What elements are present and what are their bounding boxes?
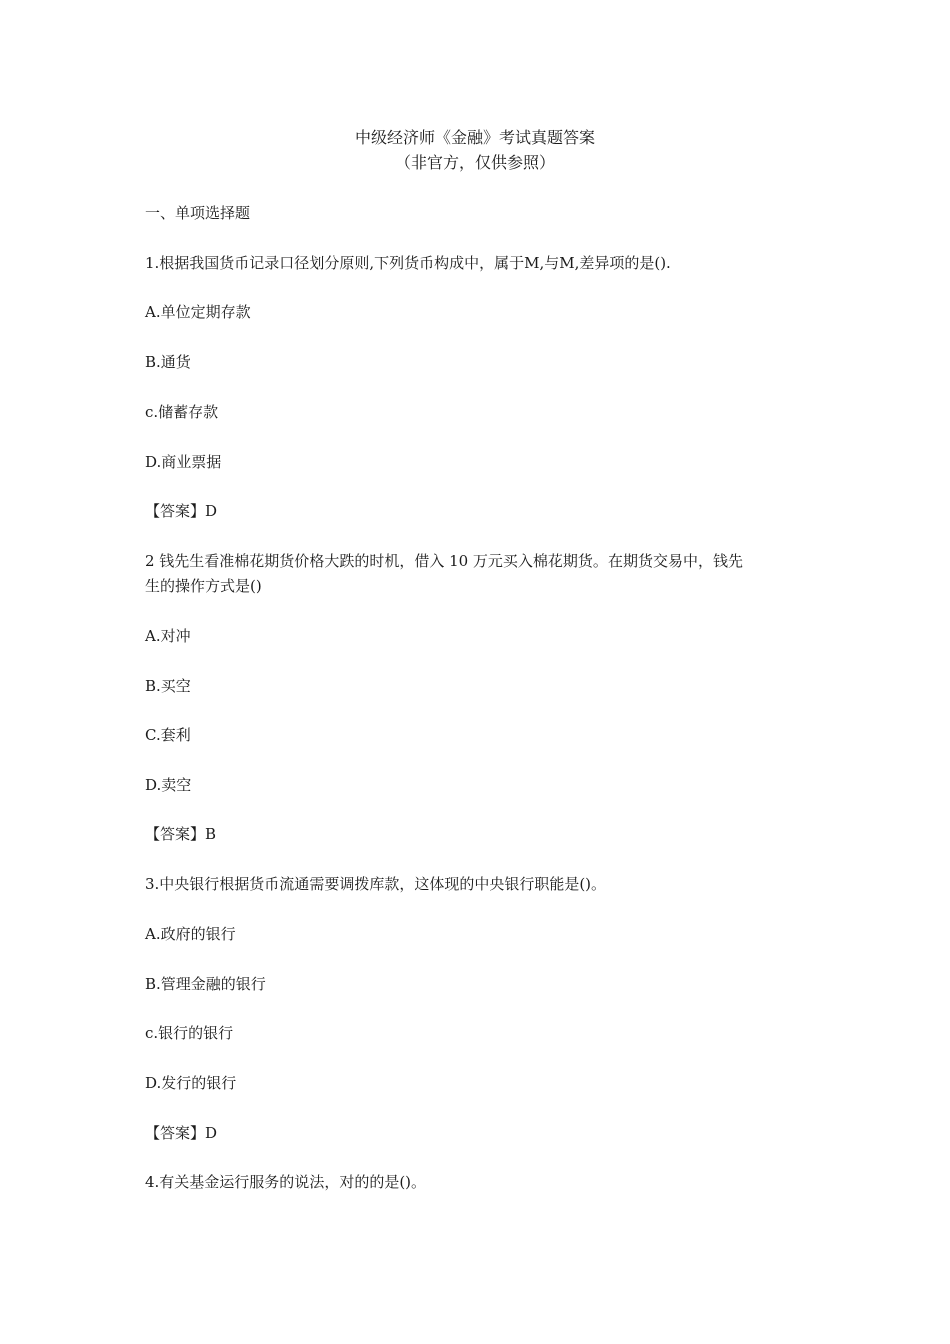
question-1-answer: 【答案】D (145, 502, 218, 520)
question-2-stem-line-2: 生的操作方式是() (145, 577, 262, 595)
question-1-option-a: A.单位定期存款 (145, 303, 251, 321)
question-1-option-b: B.通货 (145, 353, 191, 371)
question-2-option-d: D.卖空 (145, 776, 192, 794)
document-subtitle: （非官方，仅供参照） (394, 153, 555, 172)
question-3-option-b: B.管理金融的银行 (145, 975, 266, 993)
question-2-answer: 【答案】B (145, 825, 217, 843)
question-3-option-c: c.银行的银行 (145, 1024, 234, 1042)
question-3-option-a: A.政府的银行 (145, 925, 236, 943)
question-1-option-d: D.商业票据 (145, 453, 222, 471)
question-3-answer: 【答案】D (145, 1124, 218, 1142)
document-title: 中级经济师《金融》考试真题答案 (354, 128, 595, 147)
question-3-stem: 3.中央银行根据货币流通需要调拨库款，这体现的中央银行职能是()。 (145, 875, 607, 893)
question-4-stem: 4.有关基金运行服务的说法，对的的是()。 (145, 1173, 427, 1191)
question-1-option-c: c.储蓄存款 (145, 403, 219, 421)
question-2-option-a: A.对冲 (145, 627, 191, 645)
question-2-option-b: B.买空 (145, 677, 191, 695)
question-1-stem: 1.根据我国货币记录口径划分原则,下列货币构成中，属于M,与M,差异项的是(). (145, 254, 671, 272)
question-3-option-d: D.发行的银行 (145, 1074, 237, 1092)
section-heading: 一、单项选择题 (145, 204, 251, 222)
question-2-option-c: C.套利 (145, 726, 191, 744)
question-2-stem-line-1: 2 钱先生看准棉花期货价格大跌的时机，借入 10 万元买入棉花期货。在期货交易中，钱先 (145, 552, 743, 570)
